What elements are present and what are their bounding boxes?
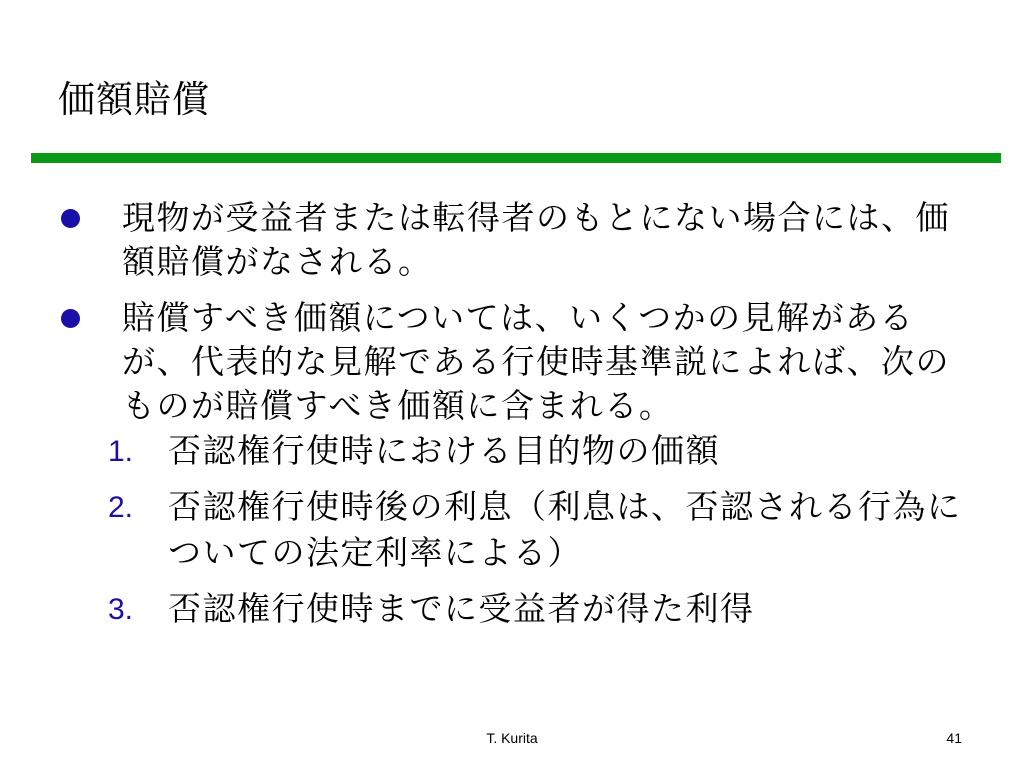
- title-divider: [31, 153, 1001, 163]
- numbered-item: [0, 428, 1024, 474]
- bullet-text: 現物が受益者または転得者のもとにない場合には、価額賠償がなされる。: [122, 198, 950, 281]
- item-number: 2.: [108, 491, 134, 524]
- item-number: 3.: [108, 593, 134, 626]
- item-text: 否認権行使時後の利息（利息は、否認される行為についての法定利率による）: [168, 487, 962, 572]
- item-text: 否認権行使時における目的物の価額: [168, 431, 720, 470]
- bullet-text: 賠償すべき価額については、いくつかの見解があるが、代表的な見解である行使時基準説によれば、次のものが賠償すべき価額に含まれる。: [122, 298, 950, 425]
- page-number: 41: [946, 730, 962, 746]
- filled-circle-bullet-icon: [61, 309, 80, 328]
- numbered-list: [0, 428, 1024, 632]
- bullet-item: [0, 196, 1024, 284]
- numbered-item: [0, 586, 1024, 632]
- bullet-item: [0, 296, 1024, 632]
- filled-circle-bullet-icon: [61, 209, 80, 228]
- numbered-item: [0, 484, 1024, 576]
- slide-title: 価額賠償: [58, 78, 210, 121]
- item-text: 否認権行使時までに受益者が得た利得: [168, 589, 755, 628]
- footer-author: T. Kurita: [486, 730, 538, 746]
- bullet-list: [0, 196, 1024, 644]
- item-number: 1.: [108, 435, 134, 468]
